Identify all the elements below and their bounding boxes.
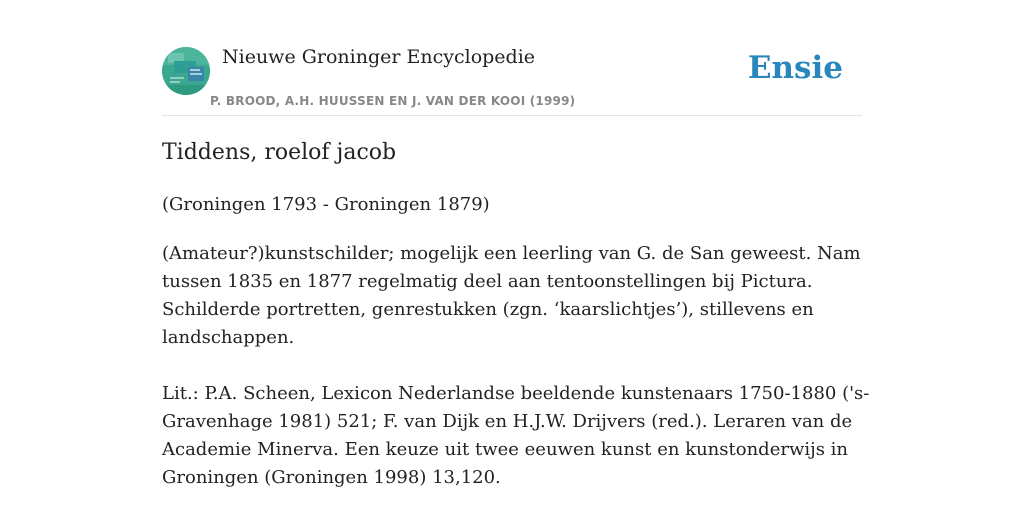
source-authors: P. BROOD, A.H. HUUSSEN EN J. VAN DER KOOI (1999): [210, 94, 576, 108]
entry-dates: (Groningen 1793 - Groningen 1879): [162, 194, 490, 215]
entry-body: [162, 240, 872, 512]
header-divider: [162, 115, 862, 116]
brand-logo[interactable]: Ensie: [747, 50, 843, 86]
entry-description: (Amateur?)kunstschilder; mogelijk een leerling van G. de San geweest. Nam tussen 1835 en 1877 regelmatig deel aan tentoonstellingen bij Pictura. Schilderde portretten, genrestukken (zgn. ‘kaarslichtjes’), stillevens en landschappen.: [162, 243, 861, 348]
entry-literature: Lit.: P.A. Scheen, Lexicon Nederlandse beeldende kunstenaars 1750-1880 ('s-Gravenhage 1981) 521; F. van Dijk en H.J.W. Drijvers (red.). Leraren van de Academie Minerva. Een keuze uit twee eeuwen kunst en kunstonderwijs in Groningen (Groningen 1998) 13,120.: [162, 383, 870, 488]
encyclopedia-cover-logo-icon: [162, 47, 210, 95]
entry-title: Tiddens, roelof jacob: [162, 140, 397, 165]
source-title[interactable]: Nieuwe Groninger Encyclopedie: [222, 46, 536, 68]
